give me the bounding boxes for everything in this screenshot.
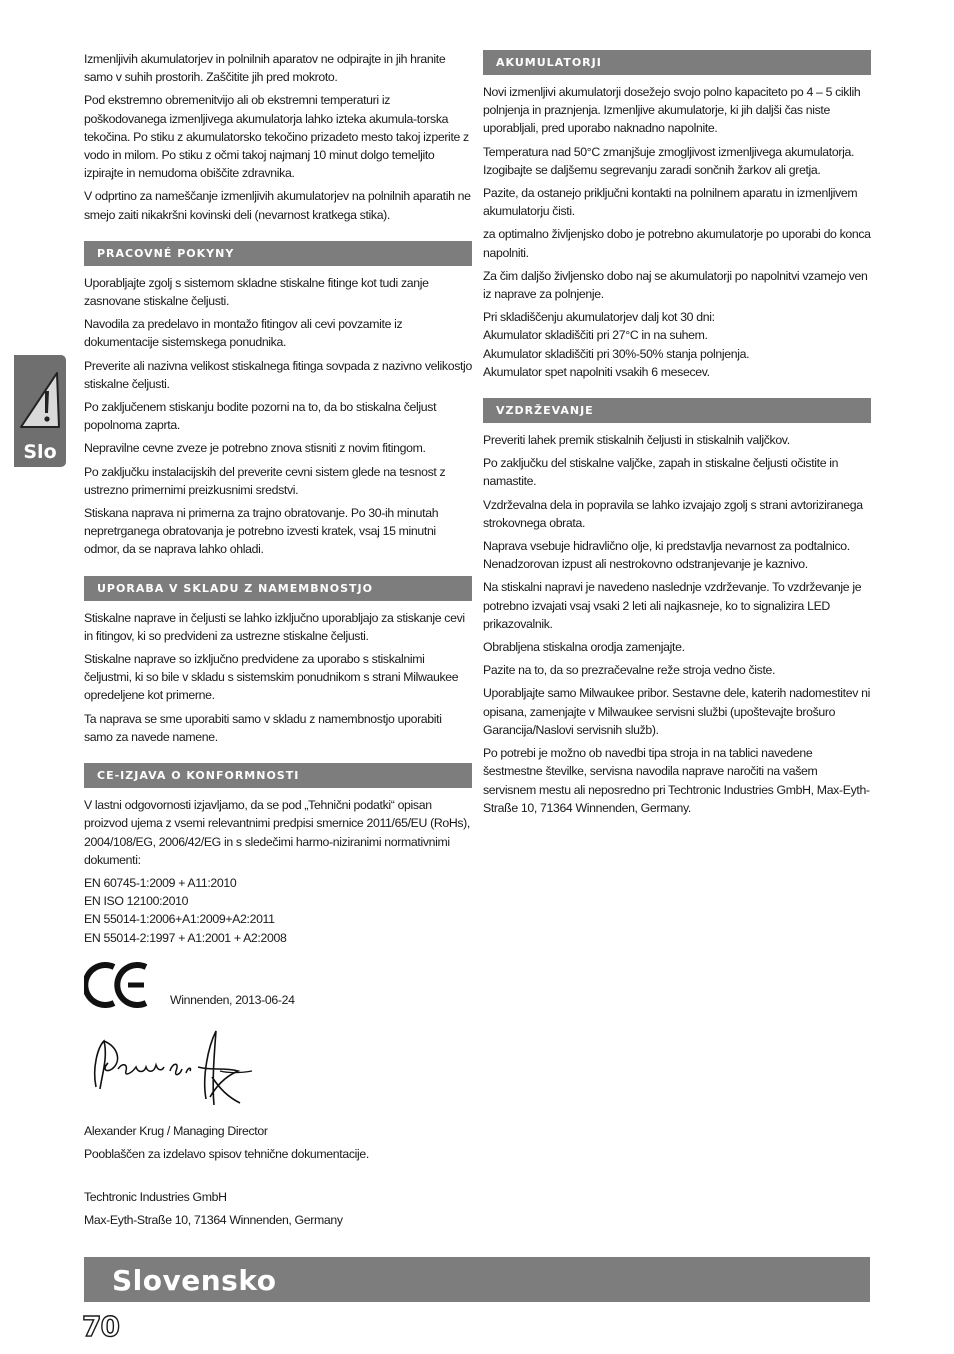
intro-paragraph: V odprtino za nameščanje izmenljivih akumulatorjev na polnilnih aparatih ne smejo zaiti nikakršni kovinski deli (nevarnost kratkega stika). xyxy=(84,189,471,222)
authorized-text: Pooblaščen za izdelavo spisov tehnične dokumentacije. xyxy=(84,1146,369,1161)
paragraph: Temperatura nad 50°C zmanjšuje zmogljivost izmenljivega akumulatorja. Izogibajte se daljšemu segrevanju zaradi sončnih žarkov ali gretja. xyxy=(483,144,855,177)
storage-item: Pri skladiščenju akumulatorjev dalj kot 30 dni: xyxy=(483,310,715,325)
norm-item: EN 55014-2:1997 + A1:2001 + A2:2008 xyxy=(84,930,287,945)
footer-bar xyxy=(84,1257,870,1302)
paragraph: Novi izmenljivi akumulatorji dosežejo svojo polno kapaciteto po 4 – 5 ciklih polnjenja in praznjenja. Izmenljive akumulatorje, ki jih daljši čas niste uporabljali, pred uporabo naknadno napolnite. xyxy=(483,85,861,136)
paragraph: Na stiskalni napravi je navedeno naslednje vzdrževanje. To vzdrževanje je potrebno izvajati vsaj vsaki 2 leti ali najkasneje, ko to signalizira LED prikazovalnik. xyxy=(483,580,862,631)
intro-paragraph: Izmenljivih akumulatorjev in polnilnih aparatov ne odpirajte in jih hranite samo v suhih prostorih. Zaščitite jih pred mokroto. xyxy=(84,52,446,85)
company-name: Techtronic Industries GmbH xyxy=(84,1190,227,1205)
paragraph: Vzdrževalna dela in popravila se lahko izvajajo zgolj s strani avtoriziranega strokovnega obrata. xyxy=(483,497,863,530)
ce-row xyxy=(84,961,472,1021)
signatory: Alexander Krug / Managing Director xyxy=(84,1123,268,1138)
paragraph: Po zaključku del stiskalne valjčke, zapah in stiskalne čeljusti očistite in namastite. xyxy=(483,456,839,489)
paragraph: Obrabljena stiskalna orodja zamenjajte. xyxy=(483,640,685,655)
paragraph: Stiskalne naprave in čeljusti se lahko izključno uporabljajo za stiskanje cevi in fitingov, ki so predvideni za ustrezne stiskalne čeljusti. xyxy=(84,610,465,643)
paragraph: Pazite, da ostanejo priključni kontakti na polnilnem aparatu in izmenljivem akumulatorju čisti. xyxy=(483,186,858,219)
paragraph: Stiskalne naprave so izključno predvidene za uporabo s stiskalnimi čeljustmi, ki so bile v skladu s sistemskim ponudnikom s strani Milwaukee opredeljene kot primerne. xyxy=(84,652,459,703)
section-heading-ce: CE-IZJAVA O KONFORMNOSTI xyxy=(84,763,472,788)
language-label: Slo xyxy=(23,441,57,463)
section-heading-uporaba: UPORABA V SKLADU Z NAMEMBNOSTJO xyxy=(84,576,472,601)
paragraph: Naprava vsebuje hidravlično olje, ki predstavlja nevarnost za podtalnico. Nenadzorovan izpust ali nestrokovno odstranjevanje je kaznivo. xyxy=(483,539,850,572)
place-date: Winnenden, 2013-06-24 xyxy=(170,992,295,1007)
norm-item: EN ISO 12100:2010 xyxy=(84,894,189,909)
page-number: 70 xyxy=(82,1310,119,1343)
footer-title: Slovensko xyxy=(112,1264,277,1297)
warning-icon xyxy=(17,369,63,431)
paragraph: za optimalno življenjsko dobo je potrebno akumulatorje po uporabi do konca napolniti. xyxy=(483,227,871,260)
signature-icon xyxy=(88,1027,258,1109)
right-column xyxy=(483,50,871,822)
paragraph: Stiskana naprava ni primerna za trajno obratovanje. Po 30-ih minutah nepretrganega obratovanja je potrebno izvesti kratek, vsaj 15 minutni odmor, da se naprava lahko ohladi. xyxy=(84,506,439,557)
section-heading-vzdrzevanje: VZDRŽEVANJE xyxy=(483,398,871,423)
paragraph: Ta naprava se sme uporabiti samo v skladu z namembnostjo uporabiti samo za navede namene. xyxy=(84,711,442,744)
section-heading-akumulatorji: AKUMULATORJI xyxy=(483,50,871,75)
storage-item: Akumulator spet napolniti vsakih 6 mesecev. xyxy=(483,364,710,379)
paragraph: Pazite na to, da so prezračevalne reže stroja vedno čiste. xyxy=(483,663,776,678)
ce-declaration: V lastni odgovornosti izjavljamo, da se pod „Tehnični podatki“ opisan proizvod ujema z vsemi relevantnimi predpisi smernice 2011/65/EU (RoHs), 2004/108/EG, 2006/42/EG in s sledečimi harmo-niziranimi normativnimi dokumenti: xyxy=(84,798,470,867)
paragraph: Po potrebi je možno ob navedbi tipa stroja in na tablici navedene šestmestne številke, servisna navodila naprave naročiti na vašem servisnem mestu ali neposredno pri Techtronic Industries GmbH, Max-Eyth-Straße 10, 71364 Winnenden, Germany. xyxy=(483,746,870,815)
paragraph: Po zaključku instalacijskih del preverite cevni sistem glede na tesnost z ustrezno primernimi preizkusnimi sredstvi. xyxy=(84,464,446,497)
norm-item: EN 60745-1:2009 + A11:2010 xyxy=(84,875,237,890)
paragraph: Preveriti lahek premik stiskalnih čeljusti in stiskalnih valjčkov. xyxy=(483,433,790,448)
intro-paragraph: Pod ekstremno obremenitvijo ali ob ekstremni temperaturi iz poškodovanega izmenljivega akumulatorja lahko izteka akumula-torska tekočina. Po stiku z akumulatorsko tekočino prizadeto mesto takoj izperite z vodo in milom. Po stiku z očmi takoj najmanj 10 minut dolgo temeljito izpirajte in nemudoma obiščite zdravnika. xyxy=(84,93,469,181)
paragraph: Po zaključenem stiskanju bodite pozorni na to, da bo stiskalna čeljust popolnoma zaprta. xyxy=(84,400,437,433)
norm-item: EN 55014-1:2006+A1:2009+A2:2011 xyxy=(84,912,275,927)
ce-mark-icon xyxy=(84,961,152,1009)
paragraph: Uporabljajte samo Milwaukee pribor. Sestavne dele, katerih nadomestitev ni opisana, zamenjajte v Milwaukee servisni službi (upoštevajte brošuro Garancija/Naslovi servisnih služb). xyxy=(483,686,870,737)
storage-item: Akumulator skladiščiti pri 30%-50% stanja polnjenja. xyxy=(483,346,750,361)
language-tab xyxy=(14,355,66,467)
paragraph: Navodila za predelavo in montažo fitingov ali cevi povzamite iz dokumentacije sistemskega ponudnika. xyxy=(84,317,403,350)
storage-item: Akumulator skladiščiti pri 27°C in na suhem. xyxy=(483,328,708,343)
company-address: Max-Eyth-Straße 10, 71364 Winnenden, Germany xyxy=(84,1213,343,1228)
paragraph: Za čim daljšo življensko dobo naj se akumulatorji po napolnitvi vzamejo ven iz naprave za polnjenje. xyxy=(483,268,868,302)
left-column xyxy=(84,50,472,1235)
norm-list xyxy=(84,874,472,947)
paragraph: Preverite ali nazivna velikost stiskalnega fitinga sovpada z nazivno velikostjo stiskalne čeljusti. xyxy=(84,358,472,391)
storage-list xyxy=(483,308,871,381)
section-heading-pracovne: PRACOVNÉ POKYNY xyxy=(84,241,472,266)
paragraph: Uporabljajte zgolj s sistemom skladne stiskalne fitinge kot tudi zanje zasnovane stiskalne čeljusti. xyxy=(84,275,429,309)
paragraph: Nepravilne cevne zveze je potrebno znova stisniti z novim fitingom. xyxy=(84,441,426,456)
